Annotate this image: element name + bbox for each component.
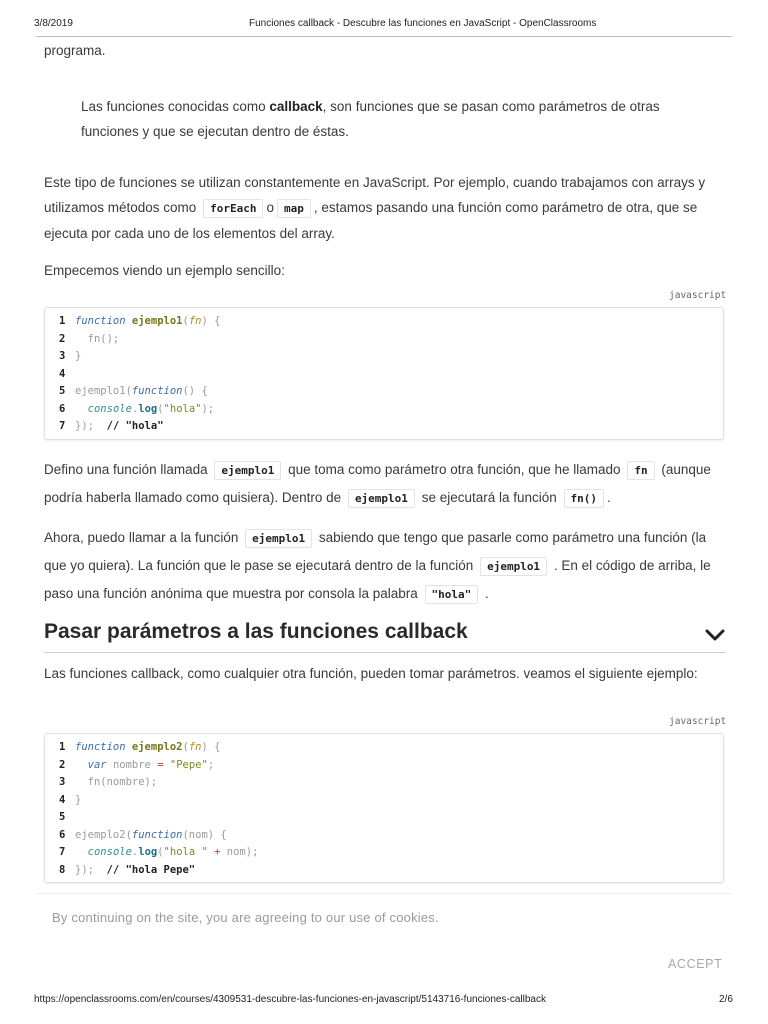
print-page-number: 2/6 (719, 994, 733, 1005)
code-line: 8 }); // "hola Pepe" (59, 863, 196, 876)
code-line: 2 fn(); (59, 332, 120, 345)
inline-code-ejemplo1: ejemplo1 (348, 489, 415, 508)
code-line: 4 } (59, 793, 82, 806)
callback-quote (81, 94, 721, 144)
code-language-label: javascript (669, 716, 727, 727)
inline-code-fn-call: fn() (564, 489, 605, 508)
chevron-down-icon[interactable] (704, 626, 726, 644)
paragraph-1 (44, 170, 724, 246)
print-date: 3/8/2019 (34, 18, 73, 29)
p3-text-4: se ejecutará la función (421, 490, 557, 505)
code-line: 7 }); // "hola" (59, 420, 164, 432)
code-line: 5 (59, 811, 66, 823)
code-line: 5 ejemplo1(function() { (59, 385, 208, 397)
quote-bold-term: callback (269, 99, 323, 114)
code-block-1 (44, 307, 724, 440)
paragraph-2: Empecemos viendo un ejemplo sencillo: (44, 263, 285, 278)
p1-text: Este tipo de funciones se utilizan constantemente en JavaScript. Por ejemplo, cuando trabajamos con arrays y utilizamos métodos como (44, 175, 706, 215)
cookie-notice-text: By continuing on the site, you are agreeing to our use of cookies. (52, 910, 439, 925)
inline-code-ejemplo1: ejemplo1 (214, 461, 281, 480)
p3-text: Defino una función llamada (44, 462, 208, 477)
section-heading: Pasar parámetros a las funciones callback (44, 620, 468, 643)
inline-code-map: map (277, 199, 311, 218)
inline-code-ejemplo1: ejemplo1 (245, 529, 312, 548)
code-block-2 (44, 733, 724, 883)
p3-text-3: (aunque podría haberla llamado como quisiera). Dentro de (44, 462, 711, 505)
print-url: https://openclassrooms.com/en/courses/4309531-descubre-las-funciones-en-javascript/5143716-funciones-callback (34, 994, 546, 1005)
heading-divider (44, 652, 726, 653)
inline-code-foreach: forEach (203, 199, 263, 218)
intro-tail: programa. (44, 43, 106, 58)
paragraph-3 (44, 456, 724, 512)
inline-code-hola: "hola" (425, 585, 479, 604)
code-line: 3 fn(nombre); (59, 776, 158, 788)
p4-text-2: sabiendo que tengo que pasarle como parámetro una función (la que yo quiera). La función que le pase se ejecutará dentro de la función (44, 530, 707, 573)
code-line: 7 console.log("hola " + nom); (59, 846, 259, 858)
p3-period: . (607, 490, 611, 505)
p4-text: Ahora, puedo llamar a la función (44, 530, 239, 545)
code-line: 1 function ejemplo2(fn) { (59, 741, 221, 753)
code-line: 1 function ejemplo1(fn) { (59, 315, 221, 327)
code-line: 6 ejemplo2(function(nom) { (59, 828, 227, 841)
p4-text-3: . En el código de arriba, le paso una función anónima que muestra por consola la palabra (44, 558, 711, 601)
code-line: 2 var nombre = "Pepe"; (59, 758, 215, 771)
p4-period: . (485, 586, 489, 601)
inline-code-fn: fn (627, 461, 654, 480)
p1-or: o (266, 200, 274, 215)
cookie-banner (36, 893, 732, 986)
code-line: 6 console.log("hola"); (59, 402, 215, 415)
code-language-label: javascript (669, 290, 727, 301)
header-divider (36, 36, 732, 37)
paragraph-5: Las funciones callback, como cualquier otra función, pueden tomar parámetros. veamos el siguiente ejemplo: (44, 666, 698, 681)
paragraph-4 (44, 524, 724, 608)
p1-text-end: , estamos pasando una función como parámetro de otra, que se ejecuta por cada uno de los elementos del array. (44, 200, 698, 241)
p3-text-2: que toma como parámetro otra función, que he llamado (288, 462, 621, 477)
code-line: 3 } (59, 350, 82, 362)
print-title: Funciones callback - Descubre las funciones en JavaScript - OpenClassrooms (249, 18, 597, 29)
accept-cookies-button[interactable]: ACCEPT (668, 957, 723, 971)
quote-text-end: , son funciones que se pasan como parámetros de otras funciones y que se ejecutan dentro de éstas. (81, 99, 660, 139)
quote-text: Las funciones conocidas como (81, 99, 270, 114)
code-line: 4 (59, 367, 66, 380)
inline-code-ejemplo1: ejemplo1 (480, 557, 547, 576)
